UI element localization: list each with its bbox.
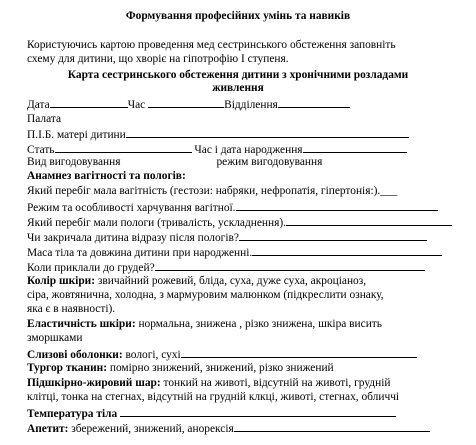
- date-field[interactable]: [50, 97, 128, 108]
- pregnancy-course-question: Який перебіг мала вагітність (гестози: набряки, нефропатія, гіпертонія:).___: [27, 185, 398, 197]
- ward-label: Палата: [27, 113, 61, 125]
- feeding-type-label: Вид вигодовування: [27, 156, 121, 168]
- appetite-row: [27, 421, 470, 436]
- feeding-row: [27, 156, 470, 169]
- labor-course-field[interactable]: [286, 215, 452, 226]
- mother-name-label: П.І.Б. матері дитини: [27, 129, 126, 141]
- appetite-label: Апетит:: [27, 423, 69, 435]
- temperature-row: [27, 406, 470, 421]
- mucosa-field[interactable]: [181, 347, 417, 358]
- birth-weight-question: Маса тіла та довжина дитини при народженні.: [27, 247, 253, 259]
- skin-color-options-1: звичайний рожевий, бліда, суха, дуже суха, акроціаноз,: [95, 275, 367, 287]
- skin-color-label: Колір шкіри:: [27, 275, 96, 287]
- elasticity-options-2: зморшками: [27, 332, 83, 344]
- cry-row: [27, 230, 470, 245]
- pregnant-diet-field[interactable]: [236, 200, 438, 211]
- cry-field[interactable]: [239, 230, 427, 241]
- page-heading: Формування професійних умінь та навиків: [125, 10, 351, 22]
- birth-datetime-field[interactable]: [303, 142, 407, 153]
- date-label: Дата: [27, 99, 50, 111]
- temperature-field[interactable]: [120, 406, 396, 417]
- card-title-line-1: Карта сестринського обстеження дитини з хронічними розладами: [67, 69, 409, 81]
- department-field[interactable]: [278, 97, 350, 108]
- skin-color-line-1: [27, 275, 470, 288]
- elasticity-options-1: нормальна, знижена , різко знижена, шкіра висить: [135, 318, 382, 330]
- feeding-mode-label: режим вигодовування: [216, 156, 323, 168]
- pregnant-diet-question: Режим та особливості харчування вагітної.: [27, 202, 236, 214]
- mucosa-row: [27, 347, 470, 362]
- fat-layer-label: Підшкірно-жировий шар:: [27, 377, 161, 389]
- elasticity-line-1: [27, 318, 470, 331]
- turgor-label: Тургор тканин:: [27, 362, 107, 374]
- birth-weight-field[interactable]: [252, 245, 442, 256]
- date-time-dept-row: [27, 97, 470, 112]
- card-title-line-2: живлення: [212, 82, 264, 94]
- time-field[interactable]: [148, 97, 224, 108]
- breast-question: Коли приклали до грудей?: [27, 262, 155, 274]
- appetite-options: збережений, знижений, анорексія: [68, 423, 234, 435]
- time-label: Час: [127, 99, 146, 111]
- fat-layer-line-1: [27, 377, 470, 390]
- skin-color-options-2: сіра, жовтянична, холодна, з мармуровим малюнком (підкреслити ознаку,: [27, 289, 384, 301]
- birth-weight-row: [27, 245, 470, 260]
- sex-birth-row: [27, 142, 470, 157]
- breast-field[interactable]: [155, 260, 425, 271]
- temperature-label: Температура тіла: [27, 408, 118, 420]
- fat-layer-options-1: тонкий на животі, відсутній на животі, грудній: [160, 377, 391, 389]
- skin-color-options-3: яка є в наявності).: [27, 303, 116, 315]
- regime-row: [27, 200, 470, 215]
- fat-layer-options-2: клітці, тонка на стегнах, відсутній на грудній клкці, животі, стегнах, обличчі: [27, 391, 400, 403]
- turgor-row: [27, 362, 470, 375]
- labor-course-question: Який перебіг мали пологи (тривалість, ускладнення).: [27, 217, 287, 229]
- sex-label: Стать: [27, 144, 55, 156]
- mother-row: [27, 127, 470, 142]
- cry-question: Чи закричала дитина відразу після пологів?: [27, 232, 239, 244]
- breast-row: [27, 260, 470, 275]
- mucosa-options: вологі, сухі: [122, 349, 181, 361]
- mother-name-field[interactable]: [126, 127, 409, 138]
- labor-row: [27, 215, 470, 230]
- birth-datetime-label: Час і дата народження: [194, 144, 303, 156]
- turgor-options: помірно знижений, знижений, різко знижений: [107, 362, 334, 374]
- sex-field[interactable]: [55, 142, 192, 153]
- appetite-field[interactable]: [234, 421, 430, 432]
- mucosa-label: Слизові оболонки:: [27, 349, 123, 361]
- intro-line-1: Користуючись картою проведення мед сестринського обстеження заповніть: [27, 39, 396, 51]
- intro-line-2: схему для дитини, що хворіє на гіпотрофію I ступеня.: [27, 53, 289, 65]
- department-label: Відділення: [224, 99, 278, 111]
- anamnesis-title: Анамнез вагітності та пологів:: [27, 170, 186, 182]
- elasticity-label: Еластичність шкіри:: [27, 318, 136, 330]
